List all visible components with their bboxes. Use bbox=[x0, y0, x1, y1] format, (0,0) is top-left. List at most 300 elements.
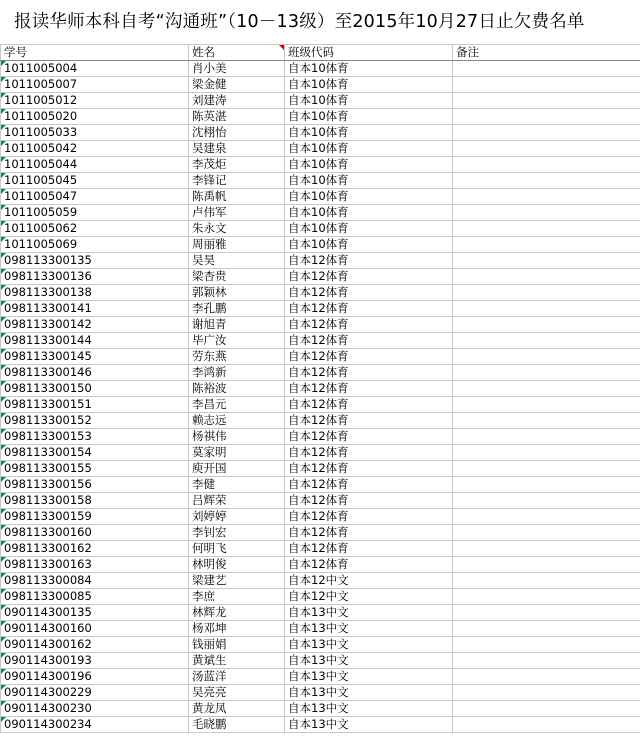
student-id-text: 098113300135 bbox=[4, 253, 92, 267]
name-cell[interactable]: 赖志远 bbox=[189, 413, 285, 429]
name-cell[interactable]: 毕广汝 bbox=[189, 333, 285, 349]
class-code-cell[interactable]: 自本10体育 bbox=[285, 77, 453, 93]
student-id-cell[interactable] bbox=[1, 221, 189, 237]
remarks-cell[interactable] bbox=[453, 157, 640, 173]
class-code-cell[interactable]: 自本12体育 bbox=[285, 413, 453, 429]
student-id-cell[interactable] bbox=[1, 157, 189, 173]
number-as-text-indicator-icon bbox=[1, 701, 6, 706]
remarks-cell[interactable] bbox=[453, 541, 640, 557]
table-row bbox=[1, 301, 640, 317]
name-cell[interactable]: 林明俊 bbox=[189, 557, 285, 573]
class-code-cell[interactable]: 自本10体育 bbox=[285, 109, 453, 125]
remarks-cell[interactable] bbox=[453, 477, 640, 493]
student-id-cell[interactable] bbox=[1, 365, 189, 381]
class-code-cell[interactable]: 自本10体育 bbox=[285, 125, 453, 141]
table-row bbox=[1, 573, 640, 589]
class-code-cell[interactable]: 自本12体育 bbox=[285, 557, 453, 573]
table-row bbox=[1, 109, 640, 125]
student-id-text: 090114300135 bbox=[4, 605, 92, 619]
student-id-cell[interactable] bbox=[1, 397, 189, 413]
remarks-cell[interactable] bbox=[453, 589, 640, 605]
student-id-cell[interactable] bbox=[1, 541, 189, 557]
sheet-title: 报读华师本科自考“沟通班”（10－13级）至2015年10月27日止欠费名单 bbox=[14, 12, 585, 32]
arrears-table bbox=[0, 44, 640, 733]
number-as-text-indicator-icon bbox=[1, 717, 6, 722]
name-cell[interactable]: 陈裕波 bbox=[189, 381, 285, 397]
name-cell[interactable]: 郭颖林 bbox=[189, 285, 285, 301]
table-row bbox=[1, 397, 640, 413]
remarks-cell[interactable] bbox=[453, 237, 640, 253]
class-code-cell[interactable]: 自本12体育 bbox=[285, 301, 453, 317]
student-id-text: 098113300150 bbox=[4, 381, 92, 395]
table-row bbox=[1, 605, 640, 621]
class-code-cell[interactable]: 自本12体育 bbox=[285, 333, 453, 349]
table-row bbox=[1, 237, 640, 253]
student-id-text: 090114300160 bbox=[4, 621, 92, 635]
remarks-cell[interactable] bbox=[453, 621, 640, 637]
remarks-cell[interactable] bbox=[453, 461, 640, 477]
name-cell[interactable]: 毛晓鹏 bbox=[189, 717, 285, 733]
table-row bbox=[1, 701, 640, 717]
class-code-cell[interactable]: 自本12体育 bbox=[285, 253, 453, 269]
class-code-cell[interactable]: 自本13中文 bbox=[285, 605, 453, 621]
name-cell[interactable]: 李昌元 bbox=[189, 397, 285, 413]
student-id-cell[interactable] bbox=[1, 525, 189, 541]
remarks-cell[interactable] bbox=[453, 557, 640, 573]
class-code-cell[interactable]: 自本12体育 bbox=[285, 285, 453, 301]
student-id-text: 1011005059 bbox=[4, 205, 78, 219]
table-row bbox=[1, 621, 640, 637]
remarks-cell[interactable] bbox=[453, 301, 640, 317]
student-id-cell[interactable] bbox=[1, 269, 189, 285]
student-id-cell[interactable] bbox=[1, 413, 189, 429]
student-id-text: 090114300230 bbox=[4, 701, 92, 715]
student-id-cell[interactable] bbox=[1, 589, 189, 605]
name-cell[interactable]: 李健 bbox=[189, 477, 285, 493]
class-code-cell[interactable]: 自本10体育 bbox=[285, 189, 453, 205]
number-as-text-indicator-icon bbox=[1, 589, 6, 594]
student-id-cell[interactable] bbox=[1, 77, 189, 93]
student-id-text: 1011005033 bbox=[4, 125, 78, 139]
student-id-cell[interactable] bbox=[1, 637, 189, 653]
name-cell[interactable]: 肖小美 bbox=[189, 61, 285, 77]
number-as-text-indicator-icon bbox=[1, 525, 6, 530]
number-as-text-indicator-icon bbox=[1, 637, 6, 642]
remarks-cell[interactable] bbox=[453, 413, 640, 429]
class-code-cell[interactable]: 自本10体育 bbox=[285, 157, 453, 173]
student-id-cell[interactable] bbox=[1, 237, 189, 253]
name-cell[interactable]: 李茂炬 bbox=[189, 157, 285, 173]
table-row bbox=[1, 445, 640, 461]
class-code-cell[interactable]: 自本10体育 bbox=[285, 173, 453, 189]
number-as-text-indicator-icon bbox=[1, 605, 6, 610]
header-student-id[interactable]: 学号 bbox=[1, 45, 189, 61]
student-id-cell[interactable] bbox=[1, 253, 189, 269]
number-as-text-indicator-icon bbox=[1, 269, 6, 274]
student-id-cell[interactable] bbox=[1, 461, 189, 477]
remarks-cell[interactable] bbox=[453, 509, 640, 525]
class-code-cell[interactable]: 自本12体育 bbox=[285, 525, 453, 541]
table-row bbox=[1, 429, 640, 445]
table-row bbox=[1, 61, 640, 77]
number-as-text-indicator-icon bbox=[1, 205, 6, 210]
class-code-cell[interactable]: 自本12体育 bbox=[285, 461, 453, 477]
remarks-cell[interactable] bbox=[453, 605, 640, 621]
class-code-cell[interactable]: 自本10体育 bbox=[285, 61, 453, 77]
remarks-cell[interactable] bbox=[453, 189, 640, 205]
number-as-text-indicator-icon bbox=[1, 461, 6, 466]
number-as-text-indicator-icon bbox=[1, 445, 6, 450]
student-id-text: 098113300160 bbox=[4, 525, 92, 539]
name-cell[interactable]: 沈栩怡 bbox=[189, 125, 285, 141]
table-row bbox=[1, 365, 640, 381]
name-cell[interactable]: 钱丽娟 bbox=[189, 637, 285, 653]
student-id-text: 098113300163 bbox=[4, 557, 92, 571]
number-as-text-indicator-icon bbox=[1, 397, 6, 402]
class-code-cell[interactable]: 自本12中文 bbox=[285, 589, 453, 605]
class-code-cell[interactable]: 自本12体育 bbox=[285, 493, 453, 509]
remarks-cell[interactable] bbox=[453, 93, 640, 109]
number-as-text-indicator-icon bbox=[1, 237, 6, 242]
student-id-text: 098113300151 bbox=[4, 397, 92, 411]
name-cell[interactable]: 谢旭青 bbox=[189, 317, 285, 333]
student-id-text: 090114300162 bbox=[4, 637, 92, 651]
table-row bbox=[1, 509, 640, 525]
remarks-cell[interactable] bbox=[453, 445, 640, 461]
student-id-text: 098113300156 bbox=[4, 477, 92, 491]
remarks-cell[interactable] bbox=[453, 717, 640, 733]
table-row bbox=[1, 637, 640, 653]
student-id-text: 098113300138 bbox=[4, 285, 92, 299]
student-id-text: 1011005004 bbox=[4, 61, 78, 75]
student-id-text: 1011005045 bbox=[4, 173, 78, 187]
table-body bbox=[1, 61, 640, 733]
remarks-cell[interactable] bbox=[453, 669, 640, 685]
class-code-cell[interactable]: 自本12体育 bbox=[285, 541, 453, 557]
remarks-cell[interactable] bbox=[453, 701, 640, 717]
student-id-text: 1011005069 bbox=[4, 237, 78, 251]
number-as-text-indicator-icon bbox=[1, 221, 6, 226]
number-as-text-indicator-icon bbox=[1, 413, 6, 418]
table-row bbox=[1, 317, 640, 333]
remarks-cell[interactable] bbox=[453, 397, 640, 413]
header-name-label: 姓名 bbox=[192, 45, 215, 59]
table-row bbox=[1, 253, 640, 269]
number-as-text-indicator-icon bbox=[1, 381, 6, 386]
remarks-cell[interactable] bbox=[453, 141, 640, 157]
number-as-text-indicator-icon bbox=[1, 109, 6, 114]
student-id-text: 1011005012 bbox=[4, 93, 78, 107]
student-id-cell[interactable] bbox=[1, 557, 189, 573]
class-code-cell[interactable]: 自本13中文 bbox=[285, 701, 453, 717]
student-id-text: 098113300155 bbox=[4, 461, 92, 475]
name-cell[interactable]: 劳东燕 bbox=[189, 349, 285, 365]
student-id-text: 098113300146 bbox=[4, 365, 92, 379]
number-as-text-indicator-icon bbox=[1, 157, 6, 162]
table-row bbox=[1, 381, 640, 397]
name-cell[interactable]: 李钊宏 bbox=[189, 525, 285, 541]
name-cell[interactable]: 周丽雅 bbox=[189, 237, 285, 253]
class-code-cell[interactable]: 自本12体育 bbox=[285, 397, 453, 413]
name-cell[interactable]: 刘婷婷 bbox=[189, 509, 285, 525]
remarks-cell[interactable] bbox=[453, 317, 640, 333]
class-code-cell[interactable]: 自本12体育 bbox=[285, 429, 453, 445]
name-cell[interactable]: 莫家明 bbox=[189, 445, 285, 461]
name-cell[interactable]: 梁建艺 bbox=[189, 573, 285, 589]
remarks-cell[interactable] bbox=[453, 221, 640, 237]
number-as-text-indicator-icon bbox=[1, 477, 6, 482]
student-id-text: 098113300141 bbox=[4, 301, 92, 315]
number-as-text-indicator-icon bbox=[1, 189, 6, 194]
table-row bbox=[1, 653, 640, 669]
student-id-text: 098113300159 bbox=[4, 509, 92, 523]
student-id-text: 1011005042 bbox=[4, 141, 78, 155]
remarks-cell[interactable] bbox=[453, 285, 640, 301]
table-row bbox=[1, 141, 640, 157]
table-row bbox=[1, 189, 640, 205]
name-cell[interactable]: 梁金健 bbox=[189, 77, 285, 93]
student-id-cell[interactable] bbox=[1, 477, 189, 493]
class-code-cell[interactable]: 自本13中文 bbox=[285, 621, 453, 637]
number-as-text-indicator-icon bbox=[1, 509, 6, 514]
class-code-cell[interactable]: 自本10体育 bbox=[285, 237, 453, 253]
student-id-text: 098113300153 bbox=[4, 429, 92, 443]
remarks-cell[interactable] bbox=[453, 653, 640, 669]
student-id-cell[interactable] bbox=[1, 573, 189, 589]
name-cell[interactable]: 吕辉荣 bbox=[189, 493, 285, 509]
number-as-text-indicator-icon bbox=[1, 493, 6, 498]
name-cell[interactable]: 黄龙凤 bbox=[189, 701, 285, 717]
name-cell[interactable]: 吴亮亮 bbox=[189, 685, 285, 701]
number-as-text-indicator-icon bbox=[1, 77, 6, 82]
class-code-cell[interactable]: 自本12体育 bbox=[285, 365, 453, 381]
student-id-cell[interactable] bbox=[1, 285, 189, 301]
header-remarks[interactable]: 备注 bbox=[453, 45, 640, 61]
class-code-cell[interactable]: 自本13中文 bbox=[285, 669, 453, 685]
name-cell[interactable]: 陈禹帆 bbox=[189, 189, 285, 205]
name-cell[interactable]: 黄斌生 bbox=[189, 653, 285, 669]
table-row bbox=[1, 221, 640, 237]
student-id-cell[interactable] bbox=[1, 141, 189, 157]
name-cell[interactable]: 李庶 bbox=[189, 589, 285, 605]
name-cell[interactable]: 李孔鹏 bbox=[189, 301, 285, 317]
student-id-cell[interactable] bbox=[1, 717, 189, 733]
table-row bbox=[1, 589, 640, 605]
student-id-cell[interactable] bbox=[1, 509, 189, 525]
student-id-cell[interactable] bbox=[1, 109, 189, 125]
remarks-cell[interactable] bbox=[453, 61, 640, 77]
class-code-cell[interactable]: 自本13中文 bbox=[285, 685, 453, 701]
student-id-cell[interactable] bbox=[1, 493, 189, 509]
name-cell[interactable]: 李锋记 bbox=[189, 173, 285, 189]
student-id-cell[interactable] bbox=[1, 61, 189, 77]
number-as-text-indicator-icon bbox=[1, 285, 6, 290]
student-id-text: 098113300136 bbox=[4, 269, 92, 283]
student-id-text: 1011005007 bbox=[4, 77, 78, 91]
student-id-cell[interactable] bbox=[1, 93, 189, 109]
number-as-text-indicator-icon bbox=[1, 253, 6, 258]
student-id-text: 098113300152 bbox=[4, 413, 92, 427]
name-cell[interactable]: 杨祺伟 bbox=[189, 429, 285, 445]
student-id-cell[interactable] bbox=[1, 301, 189, 317]
class-code-cell[interactable]: 自本10体育 bbox=[285, 141, 453, 157]
table-row bbox=[1, 157, 640, 173]
remarks-cell[interactable] bbox=[453, 573, 640, 589]
class-code-cell[interactable]: 自本12体育 bbox=[285, 269, 453, 285]
number-as-text-indicator-icon bbox=[1, 61, 6, 66]
student-id-text: 098113300154 bbox=[4, 445, 92, 459]
remarks-cell[interactable] bbox=[453, 125, 640, 141]
remarks-cell[interactable] bbox=[453, 429, 640, 445]
number-as-text-indicator-icon bbox=[1, 669, 6, 674]
class-code-cell[interactable]: 自本12体育 bbox=[285, 381, 453, 397]
table-row bbox=[1, 717, 640, 733]
number-as-text-indicator-icon bbox=[1, 541, 6, 546]
student-id-cell[interactable] bbox=[1, 669, 189, 685]
table-row bbox=[1, 685, 640, 701]
name-cell[interactable]: 李鸿新 bbox=[189, 365, 285, 381]
class-code-cell[interactable]: 自本13中文 bbox=[285, 653, 453, 669]
table-row bbox=[1, 333, 640, 349]
remarks-cell[interactable] bbox=[453, 269, 640, 285]
class-code-cell[interactable]: 自本12中文 bbox=[285, 573, 453, 589]
student-id-text: 1011005044 bbox=[4, 157, 78, 171]
remarks-cell[interactable] bbox=[453, 173, 640, 189]
name-cell[interactable]: 卢伟军 bbox=[189, 205, 285, 221]
name-cell[interactable]: 吴昊 bbox=[189, 253, 285, 269]
name-cell[interactable]: 庾开国 bbox=[189, 461, 285, 477]
remarks-cell[interactable] bbox=[453, 381, 640, 397]
table-row bbox=[1, 669, 640, 685]
class-code-cell[interactable]: 自本13中文 bbox=[285, 637, 453, 653]
number-as-text-indicator-icon bbox=[1, 141, 6, 146]
student-id-text: 098113300145 bbox=[4, 349, 92, 363]
table-row bbox=[1, 349, 640, 365]
name-cell[interactable]: 汤蓝洋 bbox=[189, 669, 285, 685]
student-id-cell[interactable] bbox=[1, 685, 189, 701]
student-id-text: 098113300142 bbox=[4, 317, 92, 331]
student-id-cell[interactable] bbox=[1, 349, 189, 365]
table-row bbox=[1, 125, 640, 141]
student-id-cell[interactable] bbox=[1, 605, 189, 621]
name-cell[interactable]: 林辉龙 bbox=[189, 605, 285, 621]
header-name[interactable] bbox=[189, 45, 285, 61]
student-id-cell[interactable] bbox=[1, 317, 189, 333]
student-id-cell[interactable] bbox=[1, 701, 189, 717]
student-id-text: 098113300162 bbox=[4, 541, 92, 555]
student-id-text: 1011005062 bbox=[4, 221, 78, 235]
remarks-cell[interactable] bbox=[453, 109, 640, 125]
student-id-cell[interactable] bbox=[1, 381, 189, 397]
name-cell[interactable]: 梁杏贵 bbox=[189, 269, 285, 285]
class-code-cell[interactable]: 自本12体育 bbox=[285, 349, 453, 365]
student-id-text: 098113300085 bbox=[4, 589, 92, 603]
remarks-cell[interactable] bbox=[453, 525, 640, 541]
header-class-code[interactable]: 班级代码 bbox=[285, 45, 453, 61]
name-cell[interactable]: 吴建泉 bbox=[189, 141, 285, 157]
table-row bbox=[1, 285, 640, 301]
table-row bbox=[1, 269, 640, 285]
student-id-text: 090114300229 bbox=[4, 685, 92, 699]
remarks-cell[interactable] bbox=[453, 493, 640, 509]
student-id-cell[interactable] bbox=[1, 125, 189, 141]
class-code-cell[interactable]: 自本12体育 bbox=[285, 445, 453, 461]
number-as-text-indicator-icon bbox=[1, 93, 6, 98]
student-id-text: 098113300144 bbox=[4, 333, 92, 347]
student-id-cell[interactable] bbox=[1, 205, 189, 221]
class-code-cell[interactable]: 自本12体育 bbox=[285, 509, 453, 525]
class-code-cell[interactable]: 自本10体育 bbox=[285, 205, 453, 221]
number-as-text-indicator-icon bbox=[1, 557, 6, 562]
table-row bbox=[1, 461, 640, 477]
table-row bbox=[1, 77, 640, 93]
comment-indicator-icon[interactable] bbox=[279, 45, 284, 50]
class-code-cell[interactable]: 自本13中文 bbox=[285, 717, 453, 733]
class-code-cell[interactable]: 自本10体育 bbox=[285, 93, 453, 109]
name-cell[interactable]: 陈英湛 bbox=[189, 109, 285, 125]
number-as-text-indicator-icon bbox=[1, 317, 6, 322]
table-row bbox=[1, 173, 640, 189]
number-as-text-indicator-icon bbox=[1, 301, 6, 306]
remarks-cell[interactable] bbox=[453, 637, 640, 653]
remarks-cell[interactable] bbox=[453, 333, 640, 349]
class-code-cell[interactable]: 自本12体育 bbox=[285, 317, 453, 333]
number-as-text-indicator-icon bbox=[1, 429, 6, 434]
class-code-cell[interactable]: 自本12体育 bbox=[285, 477, 453, 493]
name-cell[interactable]: 刘建涛 bbox=[189, 93, 285, 109]
student-id-text: 1011005047 bbox=[4, 189, 78, 203]
student-id-cell[interactable] bbox=[1, 173, 189, 189]
table-row bbox=[1, 205, 640, 221]
remarks-cell[interactable] bbox=[453, 77, 640, 93]
number-as-text-indicator-icon bbox=[1, 653, 6, 658]
student-id-text: 1011005020 bbox=[4, 109, 78, 123]
table-row bbox=[1, 493, 640, 509]
table-row bbox=[1, 413, 640, 429]
number-as-text-indicator-icon bbox=[1, 125, 6, 130]
student-id-text: 098113300158 bbox=[4, 493, 92, 507]
remarks-cell[interactable] bbox=[453, 205, 640, 221]
number-as-text-indicator-icon bbox=[1, 173, 6, 178]
student-id-cell[interactable] bbox=[1, 429, 189, 445]
number-as-text-indicator-icon bbox=[1, 365, 6, 370]
student-id-cell[interactable] bbox=[1, 333, 189, 349]
number-as-text-indicator-icon bbox=[1, 621, 6, 626]
header-row bbox=[1, 45, 640, 61]
student-id-text: 090114300234 bbox=[4, 717, 92, 731]
name-cell[interactable]: 朱永文 bbox=[189, 221, 285, 237]
student-id-cell[interactable] bbox=[1, 189, 189, 205]
name-cell[interactable]: 何明飞 bbox=[189, 541, 285, 557]
class-code-cell[interactable]: 自本10体育 bbox=[285, 221, 453, 237]
number-as-text-indicator-icon bbox=[1, 349, 6, 354]
table-row bbox=[1, 541, 640, 557]
student-id-text: 090114300193 bbox=[4, 653, 92, 667]
remarks-cell[interactable] bbox=[453, 685, 640, 701]
number-as-text-indicator-icon bbox=[1, 685, 6, 690]
number-as-text-indicator-icon bbox=[1, 333, 6, 338]
student-id-cell[interactable] bbox=[1, 653, 189, 669]
number-as-text-indicator-icon bbox=[1, 573, 6, 578]
name-cell[interactable]: 杨邓坤 bbox=[189, 621, 285, 637]
remarks-cell[interactable] bbox=[453, 253, 640, 269]
table-row bbox=[1, 557, 640, 573]
student-id-cell[interactable] bbox=[1, 445, 189, 461]
student-id-text: 098113300084 bbox=[4, 573, 92, 587]
remarks-cell[interactable] bbox=[453, 365, 640, 381]
remarks-cell[interactable] bbox=[453, 349, 640, 365]
student-id-cell[interactable] bbox=[1, 621, 189, 637]
